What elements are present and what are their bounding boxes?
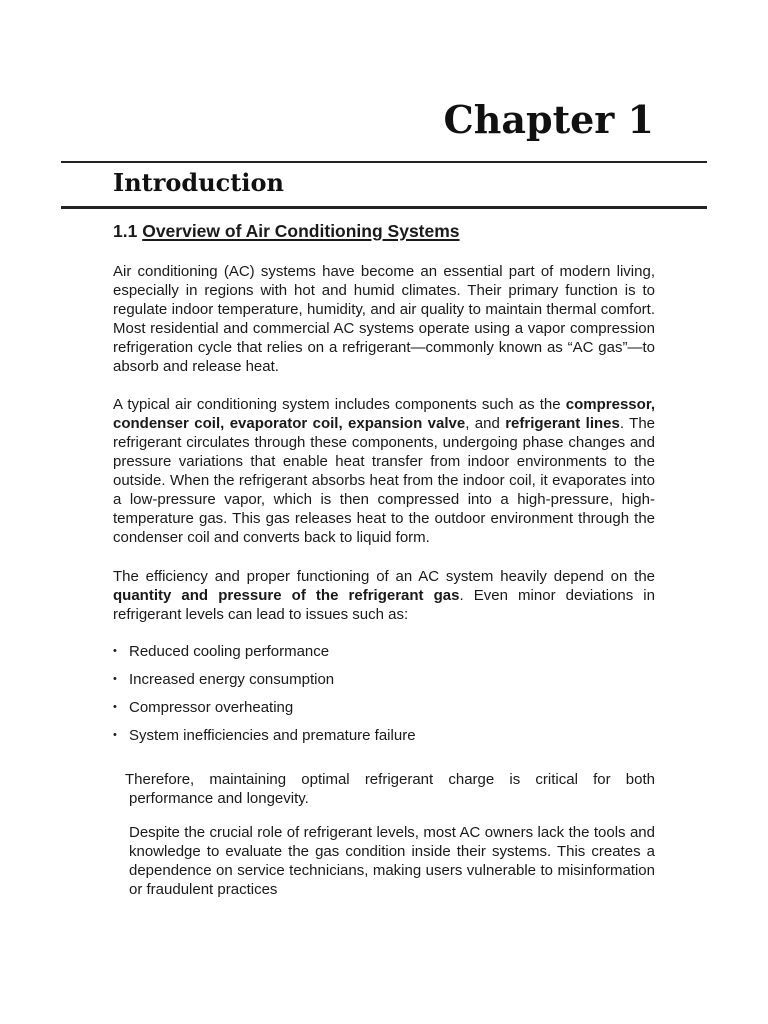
list-item-text: Increased energy consumption <box>129 671 335 688</box>
body-content <box>113 262 655 899</box>
bullet-icon: • <box>113 673 117 685</box>
bullet-icon: • <box>113 729 117 741</box>
paragraph-5: Despite the crucial role of refrigerant levels, most AC owners lack the tools and knowledge to evaluate the gas condition inside their systems. This creates a dependence on service technicians, making users vulnerable to misinformation or fraudulent practices <box>129 824 655 898</box>
paragraph-4-text: Therefore, maintaining optimal refrigerant charge is critical for both performance and longevity. <box>125 771 655 807</box>
list-item-text: Reduced cooling performance <box>129 643 330 660</box>
list-item <box>113 670 655 698</box>
list-item-text: System inefficiencies and premature failure <box>129 727 416 744</box>
issues-list <box>113 642 655 754</box>
paragraph-1: Air conditioning (AC) systems have become an essential part of modern living, especially in regions with hot and humid climates. Their primary function is to regulate indoor temperature, humidity, and air quality to maintain thermal comfort. Most residential and commercial AC systems operate using a vapor compression refrigeration cycle that relies on a refrigerant—commonly known as “AC gas”—to absorb and release heat. <box>113 263 655 375</box>
paragraph-3 <box>113 567 655 624</box>
paragraph-4 <box>113 770 655 808</box>
paragraph-2-bold-components: compressor, condenser coil, evaporator coil, expansion valve <box>113 396 655 432</box>
top-divider <box>61 161 707 163</box>
paragraph-2 <box>113 395 655 547</box>
list-item <box>113 642 655 670</box>
paragraph-3-bold: quantity and pressure of the refrigerant gas <box>113 587 460 604</box>
paragraph-2-bold-lines: refrigerant lines <box>505 415 620 432</box>
paragraph-3-text-b: . Even minor deviations in refrigerant levels can lead to issues such as: <box>113 587 655 623</box>
chapter-title: Chapter 1 <box>443 97 654 142</box>
paragraph-2-text-b: , and <box>465 415 506 432</box>
section-title: Overview of Air Conditioning Systems <box>142 221 460 241</box>
list-item <box>113 698 655 726</box>
section-heading <box>113 219 460 243</box>
bullet-icon: • <box>113 701 117 713</box>
list-item <box>113 726 655 754</box>
paragraph-2-text-c: . The refrigerant circulates through these components, undergoing phase changes and pressure variations that enable heat transfer from indoor environments to the outside. When the refrigerant absorbs heat from the indoor coil, it evaporates into a low-pressure vapor, which is then compressed into a high-pressure, high-temperature gas. This gas releases heat to the outdoor environment through the condenser coil and converts back to liquid form. <box>113 415 655 546</box>
list-item-text: Compressor overheating <box>129 699 294 716</box>
section-number: 1.1 <box>113 221 138 241</box>
paragraph-3-text-a: The efficiency and proper functioning of an AC system heavily depend on the <box>113 568 655 585</box>
bottom-divider <box>61 206 707 209</box>
bullet-icon: • <box>113 645 117 657</box>
paragraph-2-text-a: A typical air conditioning system includes components such as the <box>113 396 566 413</box>
intro-heading: Introduction <box>113 168 284 197</box>
